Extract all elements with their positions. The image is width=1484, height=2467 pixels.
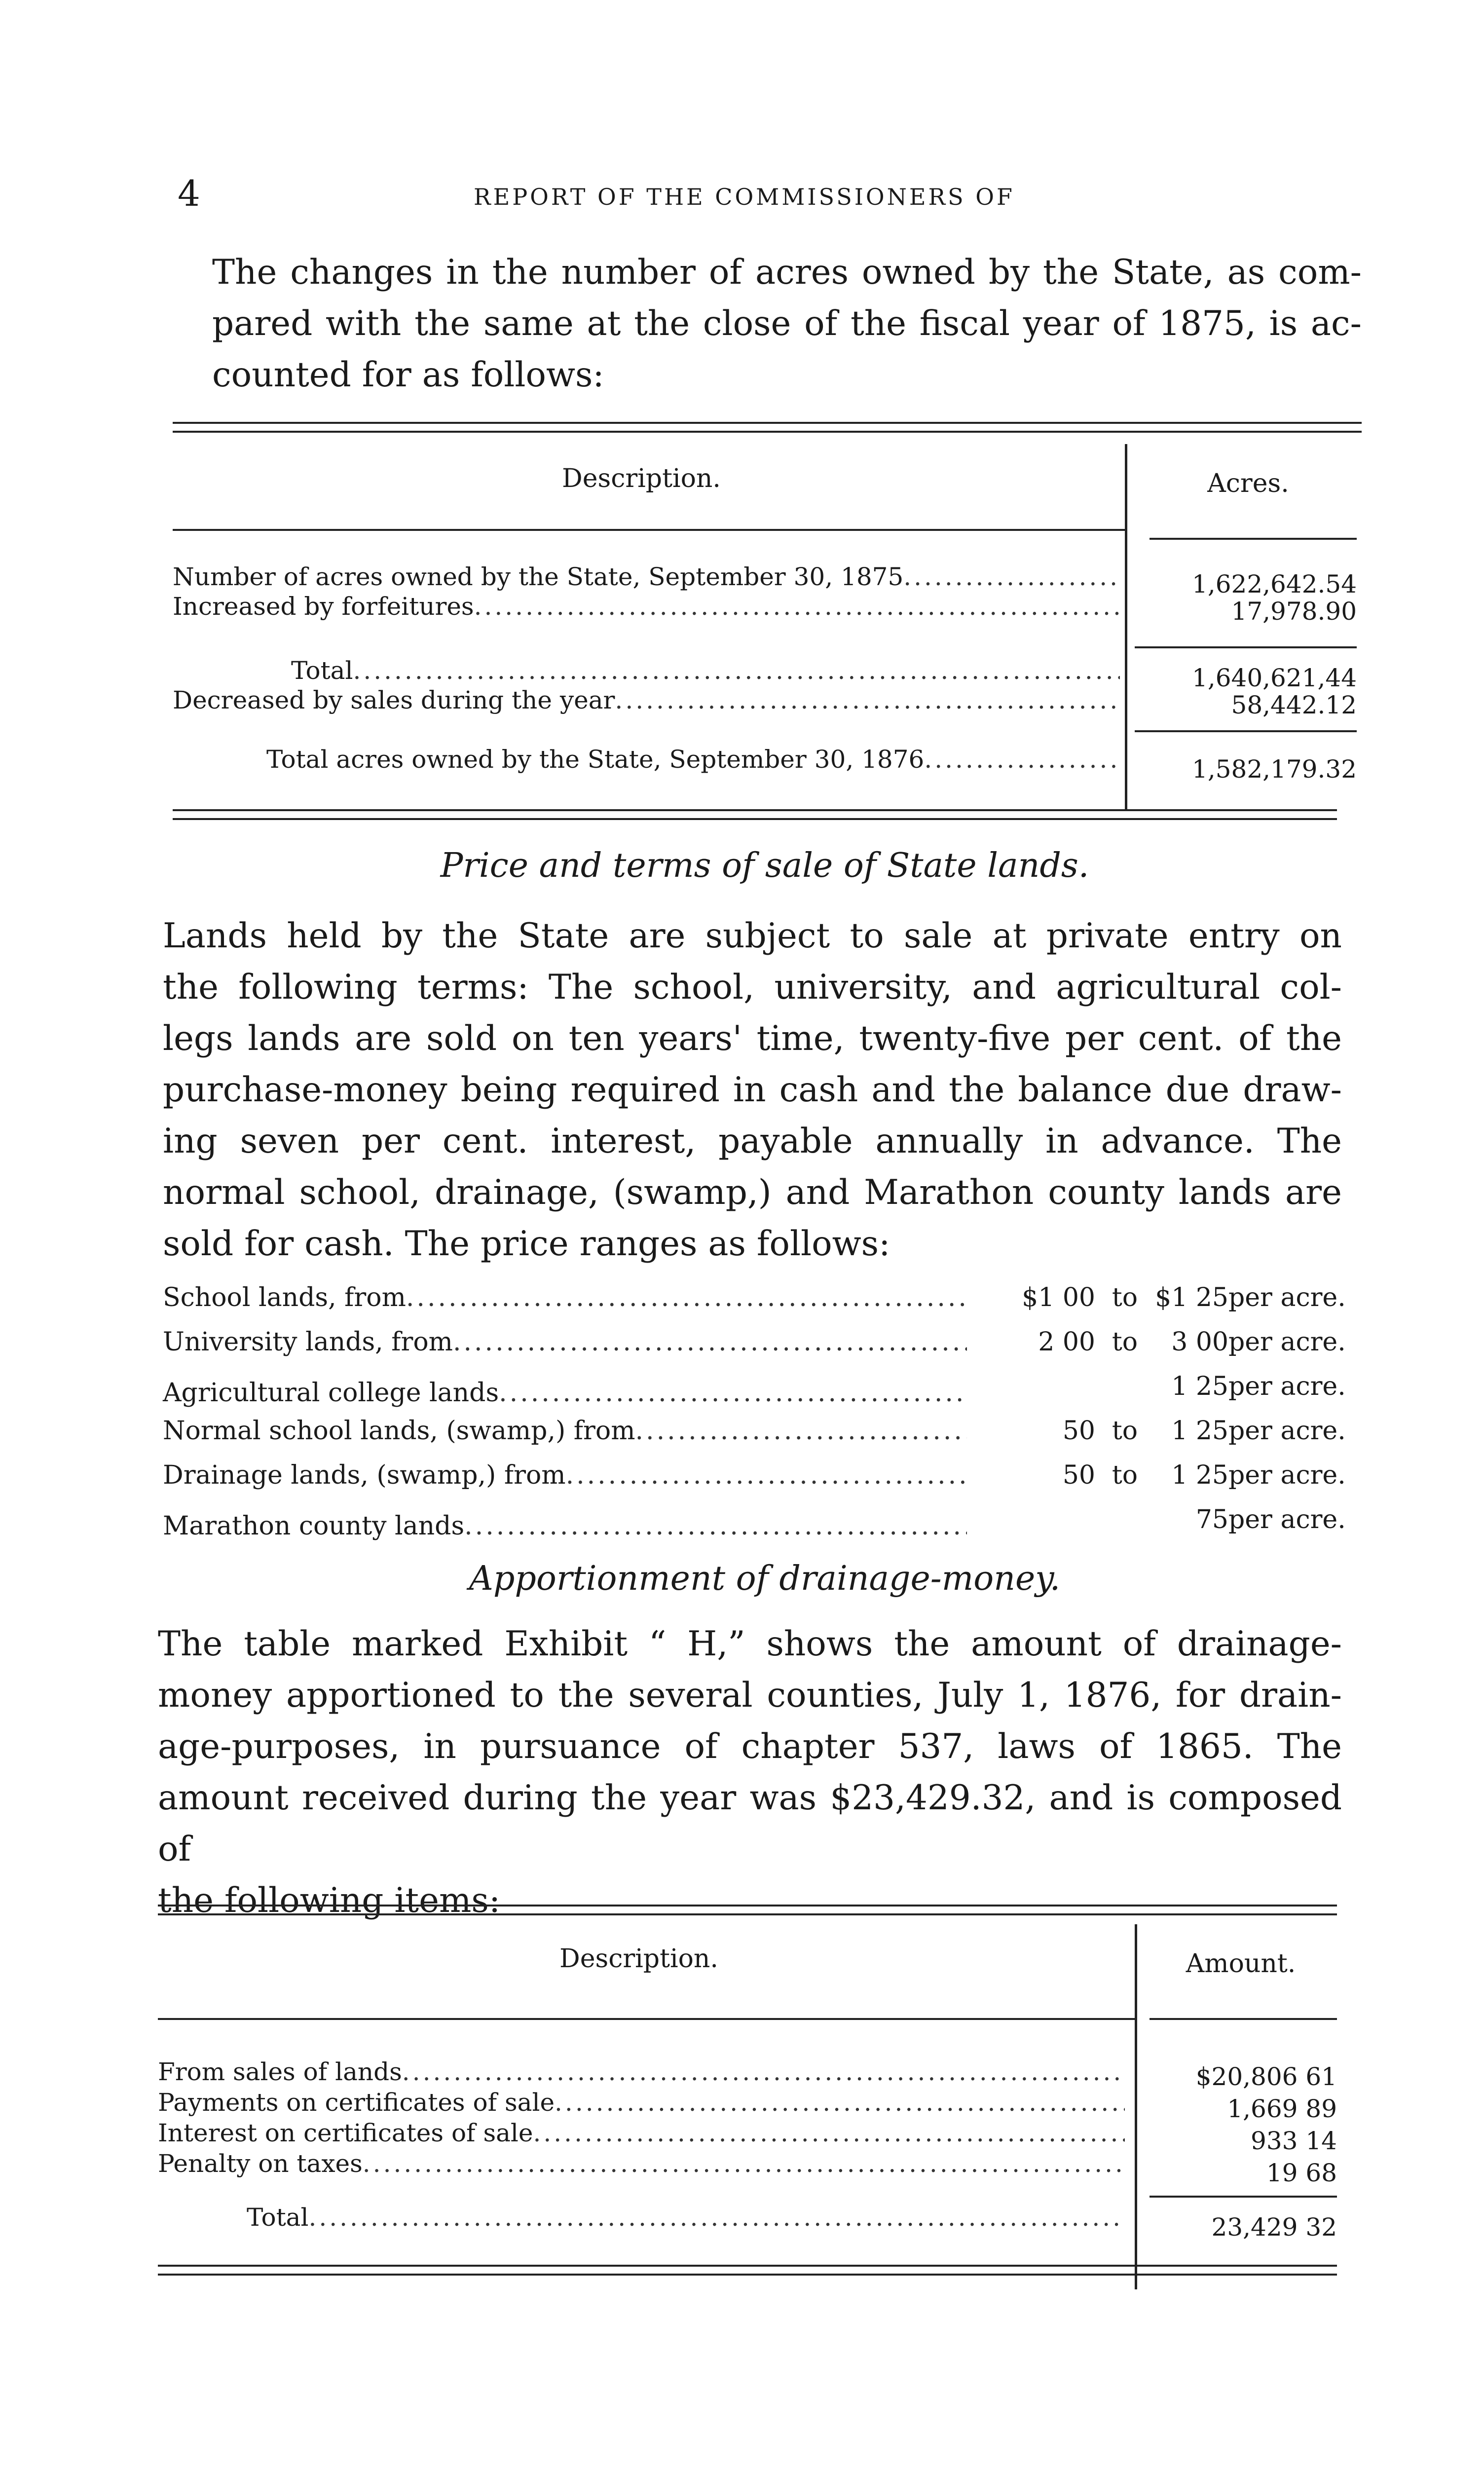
price-to <box>1095 1505 1154 1534</box>
amount-table-header-description: Description. <box>559 1944 718 1974</box>
price-to <box>1095 1372 1154 1401</box>
price-to: to <box>1112 1416 1138 1446</box>
paragraph-line: sold for cash. The price ranges as follows: <box>163 1224 890 1264</box>
table-top-rule <box>158 1905 1337 1915</box>
list-item <box>163 1283 1346 1312</box>
price-label: School lands, from <box>163 1283 406 1312</box>
row-label: Penalty on taxes <box>158 2149 363 2178</box>
table-row <box>173 592 1120 621</box>
row-value: 1,582,179.32 <box>1192 755 1357 784</box>
price-from: 50 <box>1062 1416 1095 1446</box>
price-label: Agricultural college lands <box>163 1378 499 1408</box>
header-rule-left <box>158 2018 1135 2020</box>
list-item <box>163 1416 1346 1446</box>
page-number: 4 <box>178 173 200 214</box>
price-from: $1 00 <box>1022 1283 1095 1312</box>
total-rule <box>1150 2196 1337 2198</box>
paragraph-line: pared with the same at the close of the fiscal year of 1875, is ac- <box>212 304 1362 343</box>
price-label: University lands, from <box>163 1327 453 1357</box>
paragraph-line: the following terms: The school, university, and agricultural col- <box>163 968 1342 1007</box>
table-row <box>247 2203 1125 2232</box>
table-row <box>158 2149 1125 2178</box>
row-label: Total <box>247 2203 309 2232</box>
paragraph-line: ing seven per cent. interest, payable annually in advance. The <box>163 1121 1342 1161</box>
price-paragraph <box>163 910 1342 1270</box>
row-value: 1,622,642.54 <box>1192 570 1357 598</box>
row-label: Payments on certificates of sale <box>158 2088 555 2117</box>
list-item <box>163 1505 1346 1541</box>
table-row <box>158 2057 1125 2086</box>
list-item <box>163 1327 1346 1357</box>
table-bottom-rule <box>158 2265 1337 2276</box>
table-row <box>173 656 1120 685</box>
row-label: Number of acres owned by the State, September 30, 1875 <box>173 562 904 591</box>
column-divider <box>1125 444 1127 809</box>
price-upto: $1 25 <box>1155 1283 1228 1312</box>
table-bottom-rule <box>173 809 1337 820</box>
table-row <box>173 562 1120 591</box>
table-row <box>158 2088 1125 2117</box>
paragraph-line: counted for as follows: <box>212 355 604 395</box>
table-row <box>158 2119 1125 2147</box>
row-value: 23,429 32 <box>1211 2213 1337 2242</box>
section-heading: Apportionment of drainage-money. <box>469 1559 1061 1598</box>
price-unit: per acre. <box>1228 1416 1346 1446</box>
price-upto: 3 00 <box>1171 1327 1228 1357</box>
price-upto: 1 25 <box>1171 1460 1228 1490</box>
row-label: Interest on certificates of sale <box>158 2119 533 2147</box>
row-label: Increased by forfeitures <box>173 592 474 621</box>
row-value: 19 68 <box>1266 2159 1337 2187</box>
paragraph-line: Lands held by the State are subject to sale at private entry on <box>163 916 1342 956</box>
paragraph-line: purchase-money being required in cash and the balance due draw- <box>163 1070 1342 1110</box>
price-label: Drainage lands, (swamp,) from <box>163 1460 566 1490</box>
row-value: 58,442.12 <box>1231 691 1357 719</box>
column-divider <box>1135 1924 1137 2289</box>
price-to: to <box>1112 1460 1138 1490</box>
row-label: Total <box>291 656 353 685</box>
running-title: REPORT OF THE COMMISSIONERS OF <box>474 184 1015 210</box>
paragraph-line: normal school, drainage, (swamp,) and Marathon county lands are <box>163 1173 1342 1212</box>
price-to: to <box>1112 1283 1138 1312</box>
price-unit: per acre. <box>1228 1460 1346 1490</box>
header-rule-right <box>1150 2018 1337 2020</box>
price-from: 2 00 <box>1038 1327 1095 1357</box>
price-upto: 75 <box>1195 1505 1228 1534</box>
section-heading: Price and terms of sale of State lands. <box>440 846 1089 885</box>
paragraph-line: the following items: <box>158 1881 501 1920</box>
price-label: Normal school lands, (swamp,) from <box>163 1416 635 1446</box>
list-item <box>163 1372 1346 1408</box>
acres-table-header-description: Description. <box>562 464 721 493</box>
price-unit: per acre. <box>1228 1372 1346 1401</box>
price-upto: 1 25 <box>1171 1372 1228 1401</box>
row-label: Decreased by sales during the year <box>173 686 615 714</box>
paragraph-line: age-purposes, in pursuance of chapter 537, laws of 1865. The <box>158 1727 1342 1766</box>
list-item <box>163 1460 1346 1490</box>
intro-paragraph <box>212 247 1362 401</box>
acres-table-header-acres: Acres. <box>1207 469 1289 498</box>
row-value: 933 14 <box>1251 2127 1337 2155</box>
price-from: 50 <box>1062 1460 1095 1490</box>
price-label: Marathon county lands <box>163 1511 465 1541</box>
price-from <box>967 1505 1095 1534</box>
row-value: $20,806 61 <box>1195 2062 1337 2091</box>
price-upto: 1 25 <box>1171 1416 1228 1446</box>
header-rule-left <box>173 529 1125 531</box>
amount-table-header-amount: Amount. <box>1186 1949 1296 1979</box>
table-top-rule <box>173 422 1362 433</box>
paragraph-line: The changes in the number of acres owned by the State, as com- <box>212 253 1362 292</box>
price-unit: per acre. <box>1228 1505 1346 1534</box>
price-to: to <box>1112 1327 1138 1357</box>
price-from <box>967 1372 1095 1401</box>
price-unit: per acre. <box>1228 1283 1346 1312</box>
table-row <box>266 745 1120 774</box>
total-rule <box>1135 730 1357 732</box>
paragraph-line: The table marked Exhibit “ H,” shows the amount of drainage- <box>158 1624 1342 1664</box>
header-rule-right <box>1150 538 1357 540</box>
table-row <box>173 686 1120 714</box>
paragraph-line: amount received during the year was $23,429.32, and is composed of <box>158 1778 1342 1869</box>
subtotal-rule <box>1135 646 1357 648</box>
row-value: 17,978.90 <box>1231 597 1357 626</box>
row-label: Total acres owned by the State, September 30, 1876 <box>266 745 925 774</box>
row-label: From sales of lands <box>158 2057 402 2086</box>
paragraph-line: legs lands are sold on ten years' time, twenty-five per cent. of the <box>163 1019 1342 1058</box>
paragraph-line: money apportioned to the several counties, July 1, 1876, for drain- <box>158 1676 1342 1715</box>
price-unit: per acre. <box>1228 1327 1346 1357</box>
drainage-paragraph <box>158 1618 1342 1926</box>
row-value: 1,640,621,44 <box>1192 664 1357 692</box>
row-value: 1,669 89 <box>1227 2094 1337 2123</box>
